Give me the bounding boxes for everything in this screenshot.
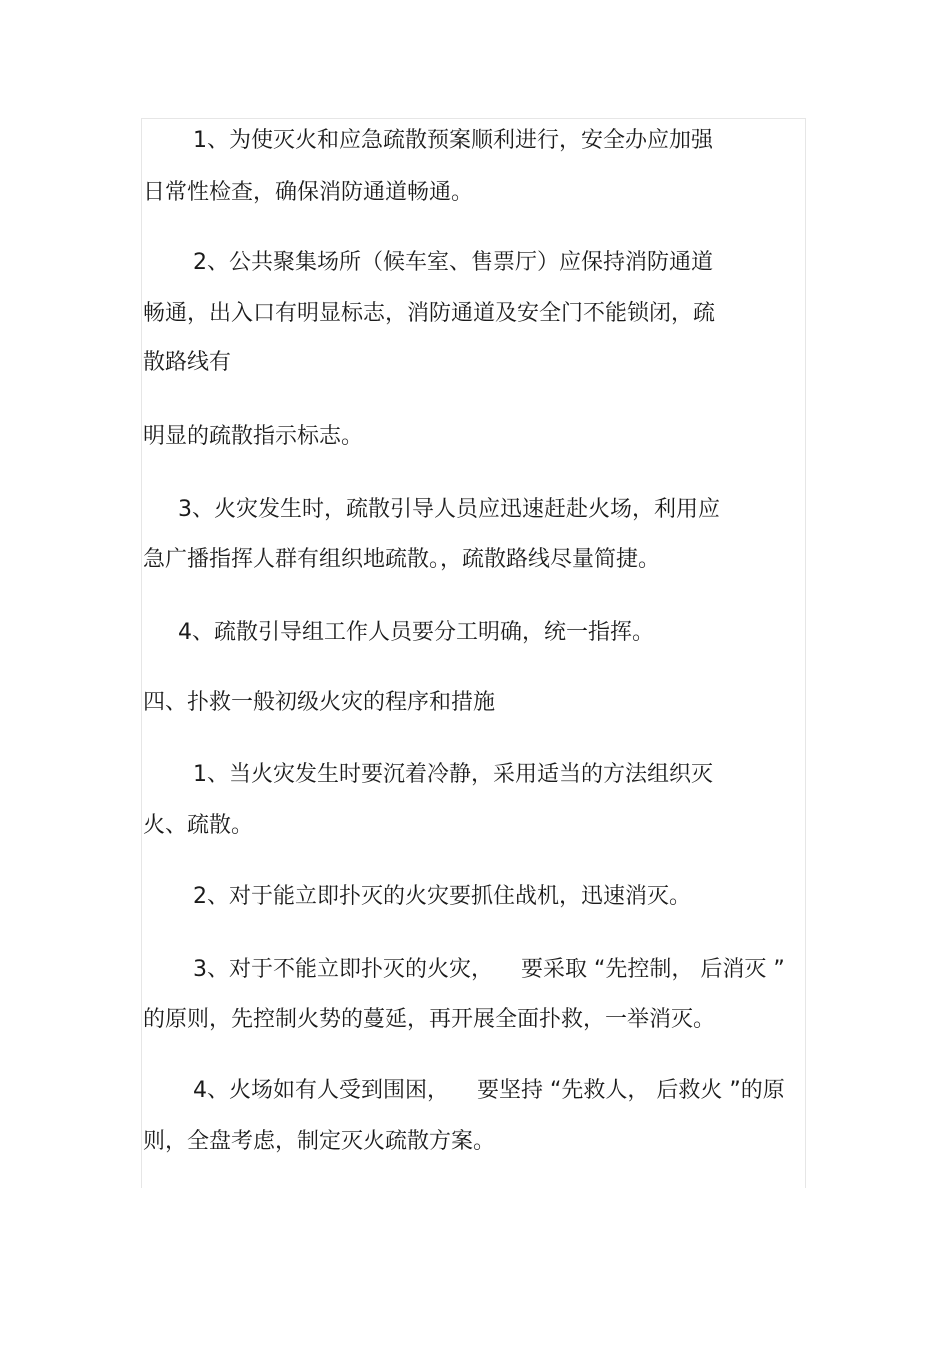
text-line: 畅通，出入口有明显标志，消防通道及安全门不能锁闭，疏	[143, 301, 716, 326]
text-line: 散路线有	[143, 350, 232, 375]
text-line: 2、公共聚集场所（候车室、售票厅）应保持消防通道	[193, 250, 713, 275]
text-line: 2、对于能立即扑灭的火灾要抓住战机，迅速消灭。	[193, 884, 691, 909]
text-line: 4、火场如有人受到围困， 要坚持 “先救人， 后救火 ”的原	[193, 1078, 785, 1103]
section-heading: 四、扑救一般初级火灾的程序和措施	[143, 690, 496, 715]
text-line: 4、疏散引导组工作人员要分工明确，统一指挥。	[178, 620, 654, 645]
text-line: 3、火灾发生时，疏散引导人员应迅速赶赴火场，利用应	[178, 497, 720, 522]
text-line: 火、疏散。	[143, 813, 254, 838]
text-line: 急广播指挥人群有组织地疏散。，疏散路线尽量简捷。	[143, 547, 661, 572]
text-line: 明显的疏散指示标志。	[143, 424, 364, 449]
text-line: 的原则，先控制火势的蔓延，再开展全面扑救，一举消灭。	[143, 1007, 716, 1032]
text-line: 日常性检查，确保消防通道畅通。	[143, 180, 474, 205]
text-line: 3、对于不能立即扑灭的火灾， 要采取 “先控制， 后消灭 ”	[193, 957, 785, 982]
text-line: 1、当火灾发生时要沉着冷静，采用适当的方法组织灭	[193, 762, 713, 787]
text-line: 1、为使灭火和应急疏散预案顺利进行，安全办应加强	[193, 128, 713, 153]
text-line: 则，全盘考虑，制定灭火疏散方案。	[143, 1129, 496, 1154]
